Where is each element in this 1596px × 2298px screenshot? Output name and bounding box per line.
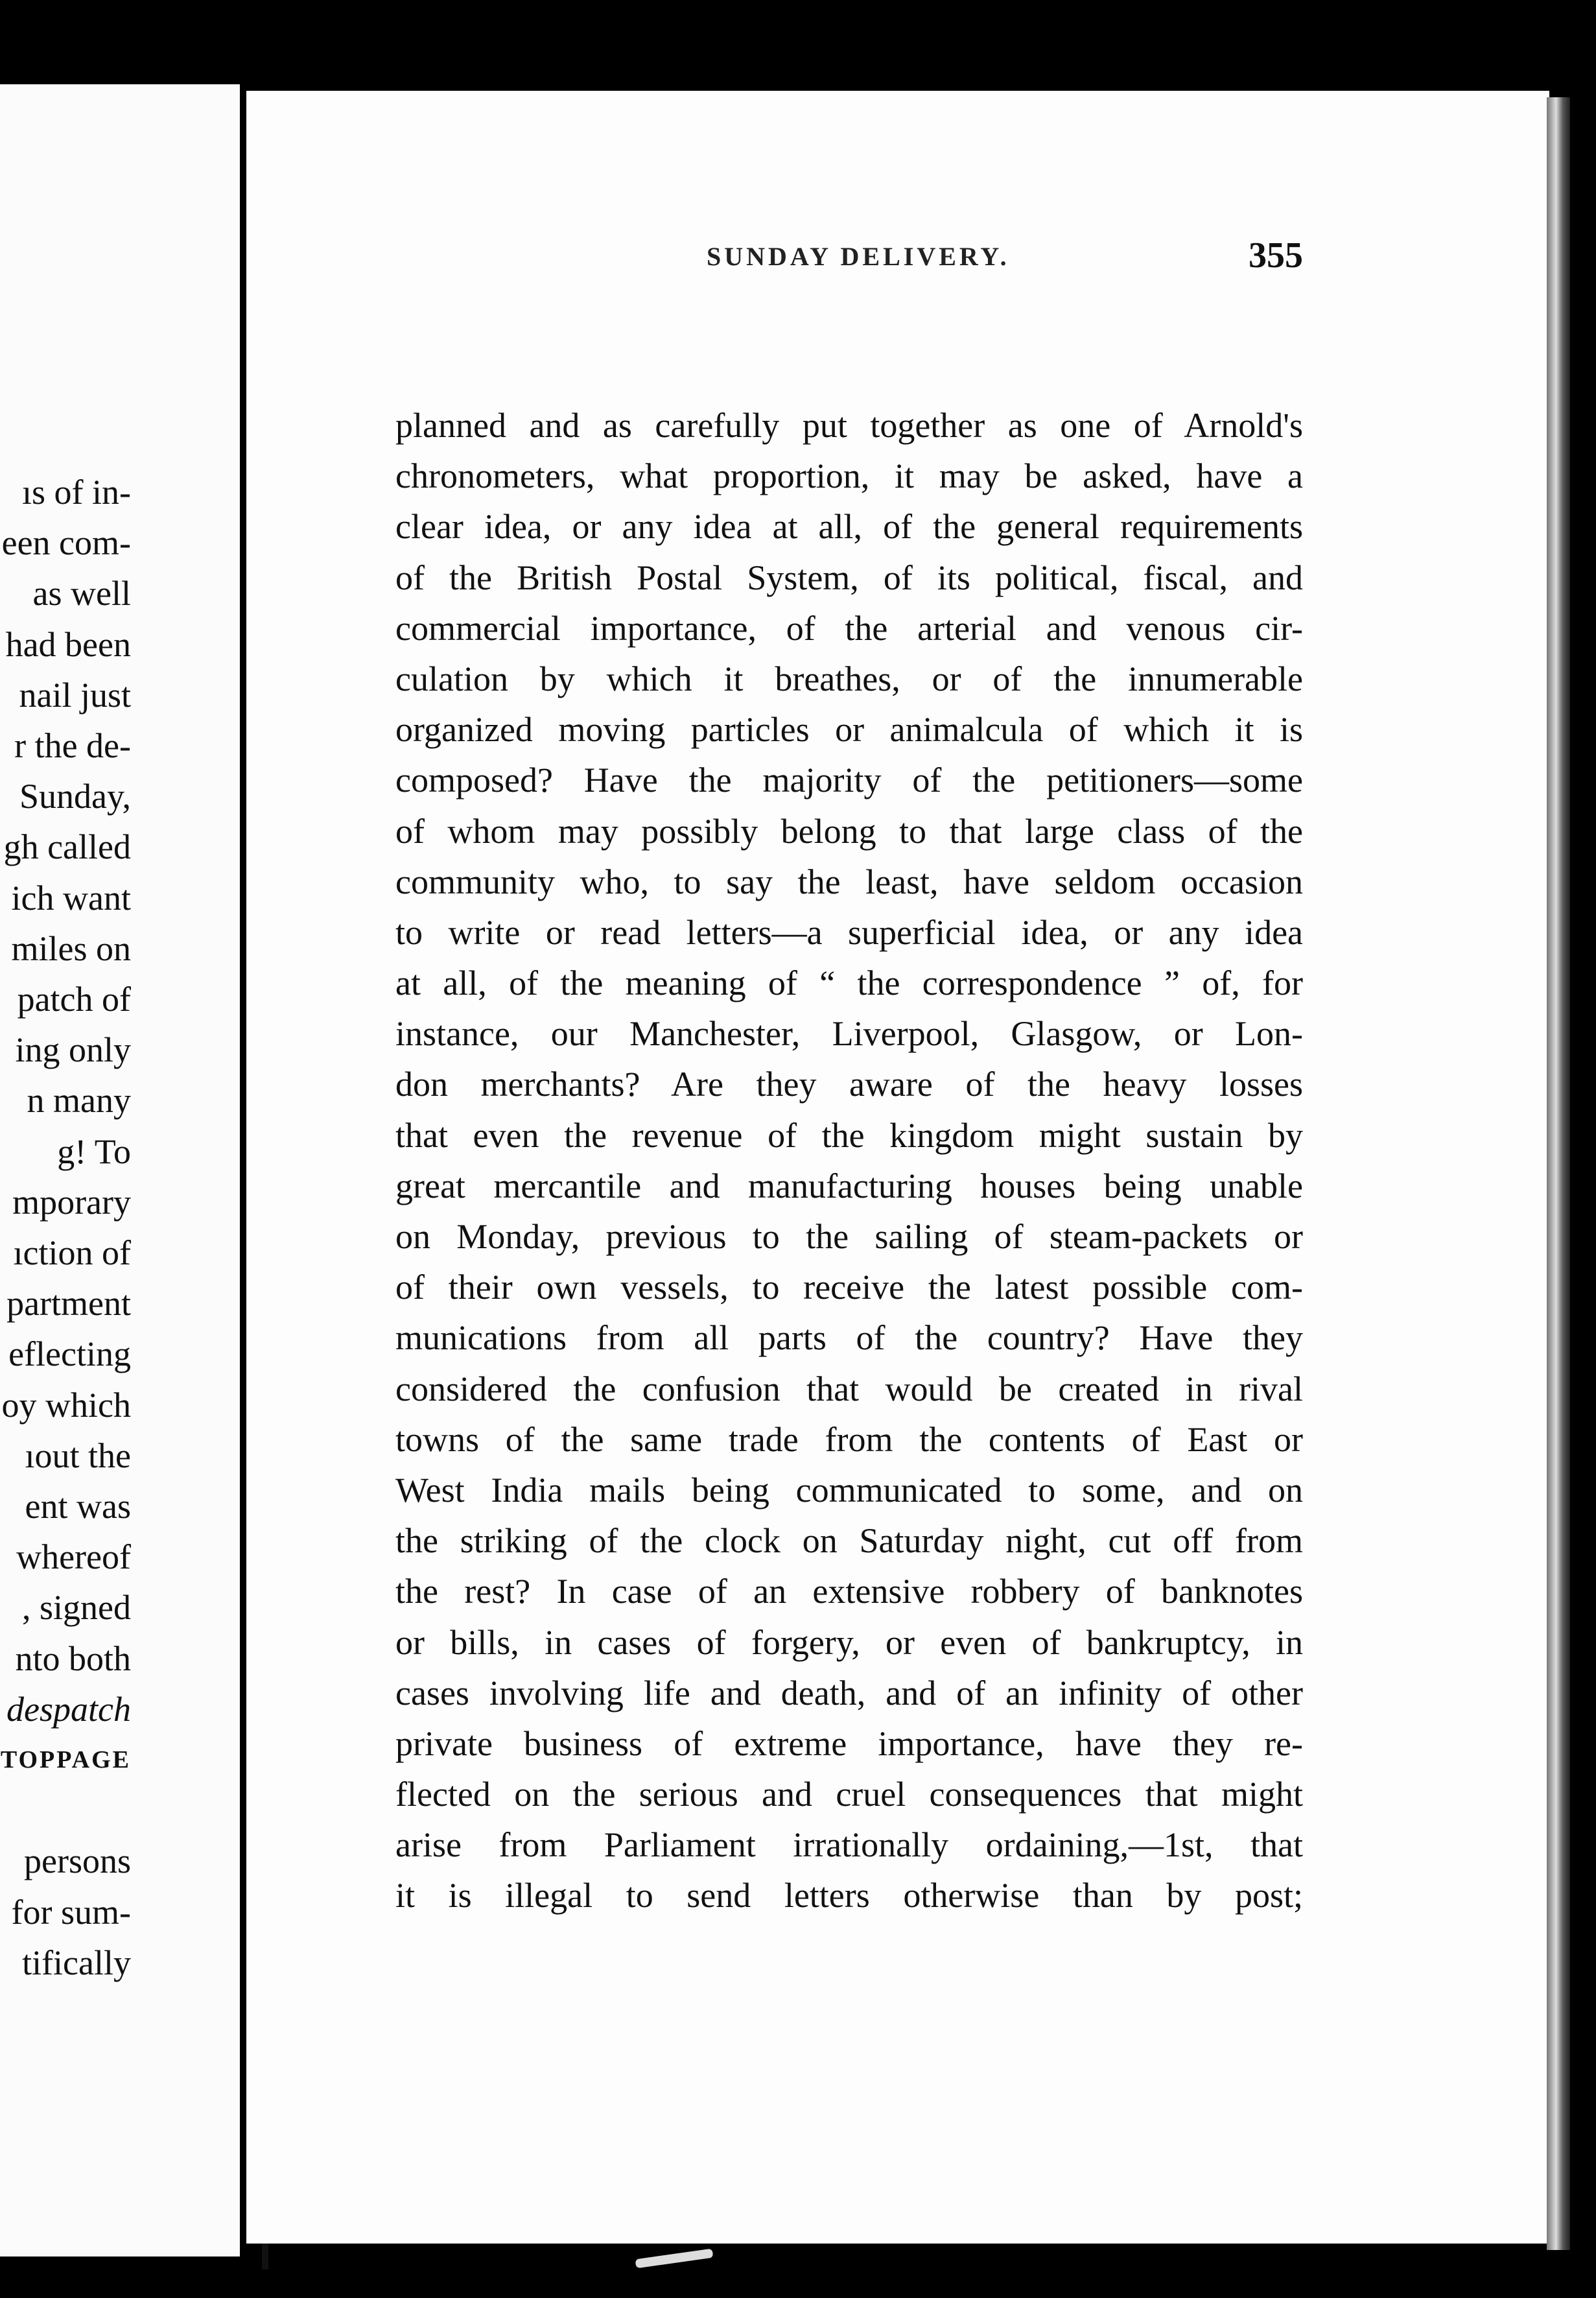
text-line: chronometers, what proportion, it may be asked, have a xyxy=(395,456,1303,496)
text-line: organized moving particles or animalcula of which it is xyxy=(395,710,1303,750)
left-line: , signed xyxy=(22,1588,131,1628)
text-line: cases involving life and death, and of an infinity of other xyxy=(395,1673,1303,1712)
left-line: had been xyxy=(5,624,131,664)
left-line: ıction of xyxy=(13,1233,131,1273)
left-line: TOPPAGE xyxy=(0,1746,131,1774)
text-line: flected on the serious and cruel consequences that might xyxy=(395,1775,1303,1814)
left-page xyxy=(0,84,240,2257)
left-line: een com- xyxy=(1,523,131,563)
left-line: patch of xyxy=(17,980,131,1019)
text-line: culation by which it breathes, or of the innumerable xyxy=(395,659,1303,698)
text-line: at all, of the meaning of “ the correspondence ” of, for xyxy=(395,964,1303,1003)
left-line: whereof xyxy=(16,1537,131,1577)
text-line: on Monday, previous to the sailing of steam-packets or xyxy=(395,1217,1303,1256)
text-line: the striking of the clock on Saturday night, cut off from xyxy=(395,1521,1303,1561)
text-line: it is illegal to send letters otherwise than by post; xyxy=(395,1876,1303,1915)
left-line: mporary xyxy=(12,1182,131,1222)
text-line: to write or read letters—a superficial idea, or any idea xyxy=(395,912,1303,952)
scan-mark xyxy=(635,2249,714,2269)
left-line: ing only xyxy=(15,1030,131,1070)
text-line: West India mails being communicated to some, and on xyxy=(395,1470,1303,1510)
left-page-text xyxy=(0,467,131,1988)
left-line: as well xyxy=(32,574,131,613)
text-line: of their own vessels, to receive the latest possible com- xyxy=(395,1268,1303,1307)
text-line: of the British Postal System, of its political, fiscal, and xyxy=(395,558,1303,597)
text-line: clear idea, or any idea at all, of the general requirements xyxy=(395,507,1303,547)
left-line: r the de- xyxy=(14,726,131,766)
text-line: community who, to say the least, have seldom occasion xyxy=(395,862,1303,901)
text-line: or bills, in cases of forgery, or even of bankruptcy, in xyxy=(395,1622,1303,1662)
left-line: partment xyxy=(6,1284,131,1323)
text-line: that even the revenue of the kingdom might sustain by xyxy=(395,1115,1303,1155)
page-number: 355 xyxy=(1249,235,1303,276)
text-line: of whom may possibly belong to that large class of the xyxy=(395,811,1303,851)
left-line: despatch xyxy=(6,1689,131,1729)
left-line: nail just xyxy=(19,675,131,715)
left-line: miles on xyxy=(11,929,131,968)
left-line xyxy=(0,1785,131,1836)
left-line: n many xyxy=(27,1081,131,1120)
left-line: ıs of in- xyxy=(22,473,131,512)
left-line: for sum- xyxy=(11,1892,131,1932)
text-line: arise from Parliament irrationally ordaining,—1st, that xyxy=(395,1825,1303,1865)
running-head xyxy=(674,235,1303,287)
text-line: munications from all parts of the country? Have they xyxy=(395,1318,1303,1358)
running-title: SUNDAY DELIVERY. xyxy=(707,242,1010,271)
left-line: ent was xyxy=(25,1487,131,1526)
text-line: great mercantile and manufacturing houses being unable xyxy=(395,1166,1303,1205)
left-line: gh called xyxy=(3,827,131,867)
text-line: instance, our Manchester, Liverpool, Glasgow, or Lon- xyxy=(395,1014,1303,1054)
text-line: composed? Have the majority of the petitioners—some xyxy=(395,761,1303,800)
text-line: towns of the same trade from the contents of East or xyxy=(395,1419,1303,1459)
left-line: oy which xyxy=(1,1385,131,1425)
text-line: the rest? In case of an extensive robbery of banknotes xyxy=(395,1572,1303,1611)
left-line: ich want xyxy=(11,878,131,918)
text-line: private business of extreme importance, have they re- xyxy=(395,1723,1303,1763)
left-line: g! To xyxy=(57,1131,131,1171)
body-text xyxy=(395,400,1303,1921)
left-line: ıout the xyxy=(25,1436,131,1475)
left-line: nto both xyxy=(15,1639,131,1678)
left-line: eflecting xyxy=(8,1334,131,1374)
text-line: considered the confusion that would be created in rival xyxy=(395,1369,1303,1408)
left-line: Sunday, xyxy=(19,777,131,816)
left-line: persons xyxy=(24,1842,131,1881)
text-line: don merchants? Are they aware of the heavy losses xyxy=(395,1065,1303,1104)
left-line: tifically xyxy=(22,1943,131,1982)
text-line: commercial importance, of the arterial and venous cir- xyxy=(395,608,1303,648)
text-line: planned and as carefully put together as one of Arnold's xyxy=(395,406,1303,445)
page-edge xyxy=(1547,97,1570,2250)
